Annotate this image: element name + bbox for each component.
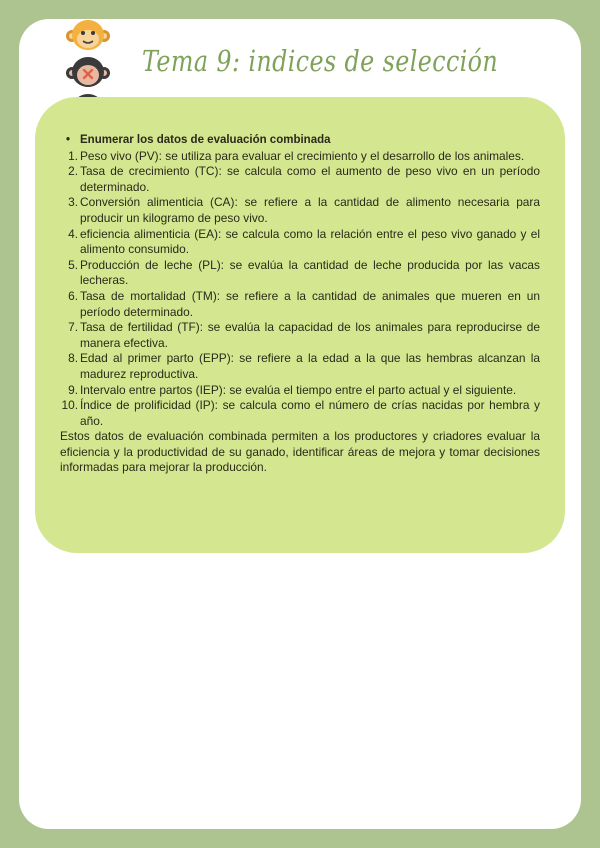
monkey-happy-icon xyxy=(66,18,110,52)
list-item: 3. Conversión alimenticia (CA): se refiere a la cantidad de alimento necesaria para producir un kilogramo de peso vivo. xyxy=(68,195,540,225)
bullet-icon: • xyxy=(66,134,71,146)
list-item: 7. Tasa de fertilidad (TF): se evalúa la capacidad de los animales para reproducirse de manera efectiva. xyxy=(68,320,540,350)
list-item: 5. Producción de leche (PL): se evalúa la cantidad de leche producida por las vacas lecheras. xyxy=(68,257,540,288)
list-item: 9. Intervalo entre partos (IEP): se evalúa el tiempo entre el parto actual y el siguiente. xyxy=(68,382,517,397)
evaluation-list xyxy=(60,149,540,430)
section-heading xyxy=(60,133,540,149)
list-item: 2. Tasa de crecimiento (TC): se calcula como el aumento de peso vivo en un período determinado. xyxy=(68,164,540,194)
monkey-cross-eyed-icon xyxy=(66,55,110,89)
page-title: Tema 9: indices de selección xyxy=(142,44,499,78)
list-item: 10. Índice de prolificidad (IP): se calcula como el número de crías nacidas por hembra y año. xyxy=(61,398,540,428)
list-item: 8. Edad al primer parto (EPP): se refiere a la edad a la que las hembras alcanzan la madurez reproductiva. xyxy=(68,351,540,381)
section-heading-text: Enumerar los datos de evaluación combinada xyxy=(80,134,331,146)
content-body xyxy=(60,133,540,476)
list-item: 4. eficiencia alimenticia (EA): se calcula como la relación entre el peso vivo ganado y el alimento consumido. xyxy=(68,226,540,257)
closing-paragraph: Estos datos de evaluación combinada permiten a los productores y criadores evaluar la eficiencia y la productividad de su ganado, identificar áreas de mejora y tomar decisiones informadas para mejorar la producción. xyxy=(60,429,540,475)
list-item: 6. Tasa de mortalidad (TM): se refiere a la cantidad de animales que mueren en un período determinado. xyxy=(68,288,540,319)
list-item: 1. Peso vivo (PV): se utiliza para evaluar el crecimiento y el desarrollo de los animales. xyxy=(68,148,525,163)
